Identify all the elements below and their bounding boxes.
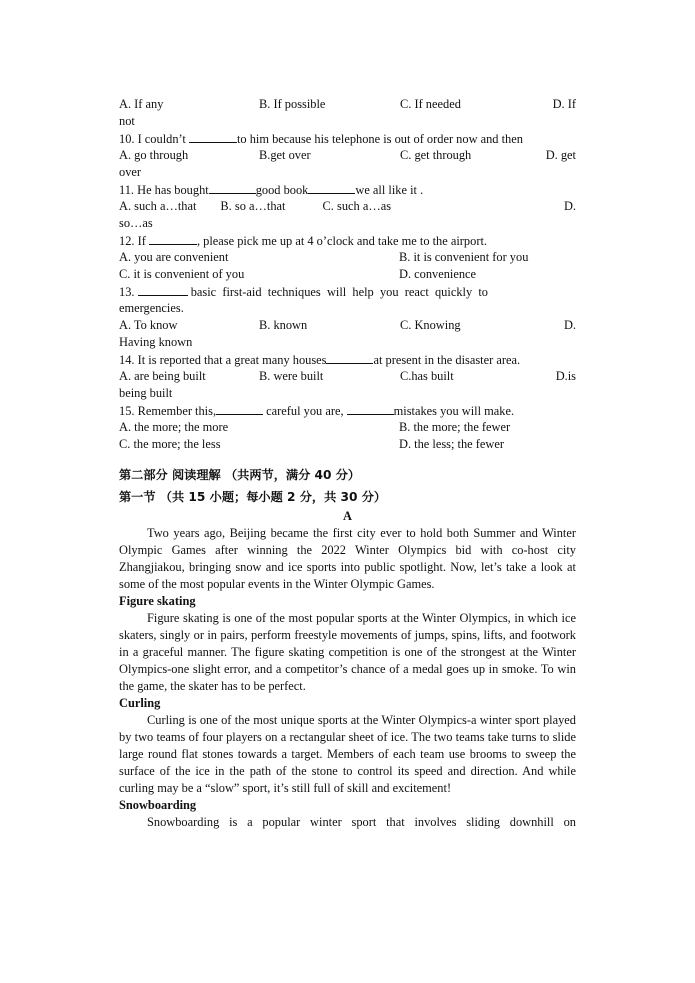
exam-page [119,96,576,831]
q13-option-d: D. [563,318,576,332]
q10-option-b: B.get over [259,148,311,162]
q15-option-c: C. the more; the less [119,437,221,451]
q12-option-c: C. it is convenient of you [119,267,245,281]
q12-blank[interactable] [149,232,197,245]
q12-option-a: A. you are convenient [119,250,229,264]
q14-stem: 14. It is reported that a great many houses at present in the disaster area. [119,353,521,367]
q14-option-b: B. were built [259,369,324,383]
q15-option-d: D. the less; the fewer [399,437,504,451]
q11-option-d: D. [563,199,576,213]
curling-heading: Curling [119,696,161,710]
curling-text: Curling is one of the most unique sports at the Winter Olympics-a winter sport played by two teams of four players on a rectangular sheet of ice. The two teams take turns to slide large round flat stones towards a target. Members of each team use brooms to sweep the surface of the ice in the path of the stone to control its speed and direction. And while curling may be a “slow” sport, it’s still full of skill and excitement! [119,713,576,795]
q15-stem: 15. Remember this, careful you are, mistakes you will make. [119,404,515,418]
figure-skating-heading: Figure skating [119,594,196,608]
q11-stem: 11. He has bought good book we all like it . [119,183,424,197]
q10-option-c: C. get through [400,148,472,162]
q12-stem: 12. If , please pick me up at 4 o’clock and take me to the airport. [119,234,487,248]
q14-blank[interactable] [326,351,373,364]
q9-option-d: D. If [552,97,576,111]
snowboarding-text: Snowboarding is a popular winter sport that involves sliding downhill on [147,815,576,829]
q14-option-c: C.has built [400,369,454,383]
figure-skating-text: Figure skating is one of the most popular sports at the Winter Olympics, in which ice skaters, singly or in pairs, perform freestyle movements of jumps, spins, lifts, and footwork in a graceful manner. The figure skating competition is one of the strongest at the Winter Olympics-one slight error, and a competitor’s chance of a medal goes up in smoke. To win the game, the skater has to be perfect. [119,611,576,693]
section1-title: 第一节 （共 15 小题；每小题 2 分，共 30 分） [119,490,387,504]
q9-option-b: B. If possible [259,97,326,111]
q10-blank[interactable] [189,130,237,143]
q12-option-d: D. convenience [399,267,477,281]
intro-paragraph: Two years ago, Beijing became the first city ever to hold both Summer and Winter Olympic Games after winning the 2022 Winter Olympics bid with co-host city Zhangjiakou, bringing snow and ice sports into public spotlight. Now, let’s take a look at some of the most popular events in the Winter Olympic Games. [119,526,576,591]
q13-option-d-cont: Having known [119,335,193,349]
q11-option-c: C. such a…as [322,199,392,213]
passage-label: A [343,509,352,523]
q15-blank-1[interactable] [216,402,263,415]
q9-option-c: C. If needed [400,97,461,111]
q15-option-b: B. the more; the fewer [399,420,511,434]
q14-options [119,368,576,385]
q12-option-b: B. it is convenient for you [399,250,529,264]
q9-options [119,96,576,113]
q14-option-d-cont: being built [119,386,173,400]
q9-option-d-cont: not [119,114,135,128]
q11-blank-1[interactable] [209,181,256,194]
q12-options-row2 [119,266,576,283]
q9-option-a: A. If any [119,97,164,111]
q10-options [119,147,576,164]
q14-option-d: D.is [555,369,576,383]
q13-option-a: A. To know [119,318,178,332]
q11-option-a: A. such a…that [119,199,197,213]
q13-blank[interactable] [138,283,188,296]
q12-options-row1 [119,249,576,266]
q13-option-b: B. known [259,318,308,332]
q15-blank-2[interactable] [347,402,394,415]
q15-options-row2 [119,436,576,453]
q10-option-d-cont: over [119,165,142,179]
q13-stem: 13. basic first-aid techniques will help you react quickly to [119,285,488,299]
q11-options [119,198,576,215]
q13-stem-cont: emergencies. [119,301,184,315]
q13-option-c: C. Knowing [400,318,461,332]
q11-option-d-cont: so…as [119,216,153,230]
q10-stem: 10. I couldn’t to him because his telephone is out of order now and then [119,132,523,146]
q10-option-a: A. go through [119,148,189,162]
part2-title: 第二部分 阅读理解 （共两节，满分 40 分） [119,468,361,482]
q11-blank-2[interactable] [308,181,355,194]
q11-option-b: B. so a…that [220,199,286,213]
q10-option-d: D. get [545,148,576,162]
q13-options [119,317,576,334]
q14-option-a: A. are being built [119,369,206,383]
q15-option-a: A. the more; the more [119,420,229,434]
snowboarding-heading: Snowboarding [119,798,197,812]
q15-options-row1 [119,419,576,436]
